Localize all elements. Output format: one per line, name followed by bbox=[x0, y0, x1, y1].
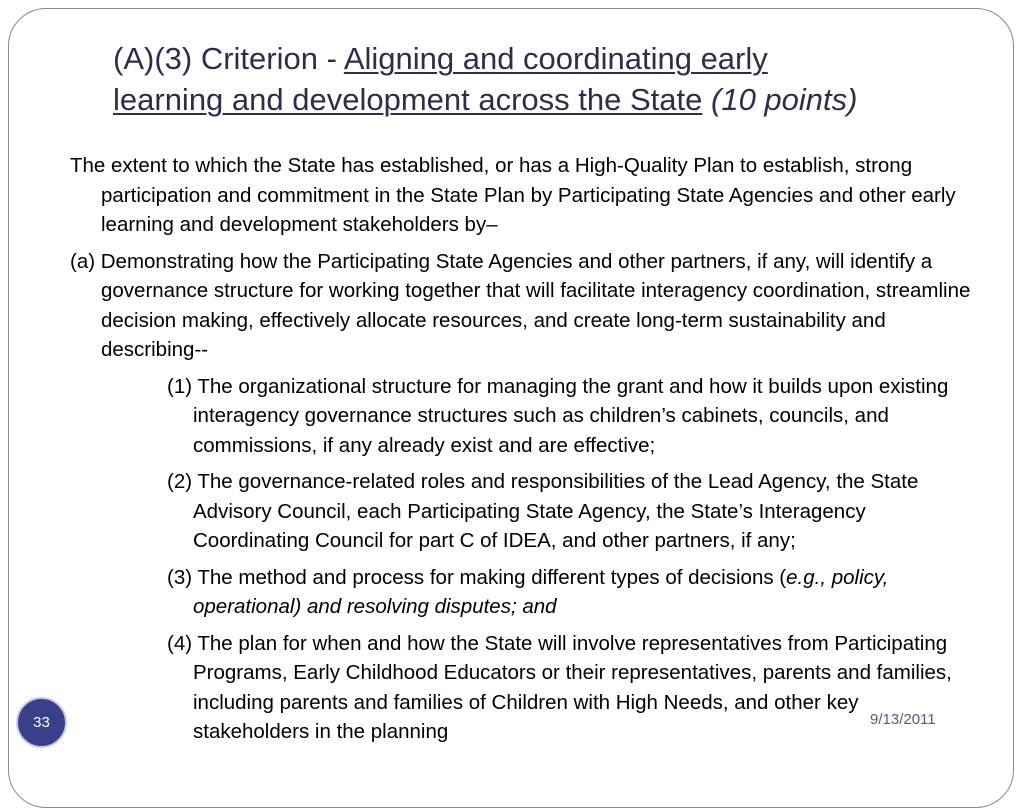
sub-item-2: (2) The governance-related roles and responsibilities of the Lead Agency, the State Advisory Council, each Participating State Agency, the State’s Interagency Coordinating Council for part C of IDEA, and other partners, if any; bbox=[167, 470, 919, 552]
slide-number-badge bbox=[16, 697, 67, 748]
slide-body bbox=[70, 151, 975, 754]
slide-date: 9/13/2011 bbox=[870, 711, 936, 728]
sub-item-4: (4) The plan for when and how the State will involve representatives from Participating Programs, Early Childhood Educators or their representatives, parents and families, including parents and families of Children with High Needs, and other key stakeholders in the planning bbox=[167, 631, 952, 743]
title-underlined-line2: learning and development across the State bbox=[113, 82, 703, 117]
sub-item-3-text: (3) The method and process for making different types of decisions ( bbox=[167, 565, 787, 589]
sub-item-3-italic: e.g., policy, operational) and resolving disputes; and bbox=[193, 565, 889, 618]
title-points: (10 points) bbox=[711, 82, 858, 117]
intro-paragraph: The extent to which the State has established, or has a High-Quality Plan to establish, strong participation and commitment in the State Plan by Participating State Agencies and other early learning and development stakeholders by– bbox=[70, 154, 956, 236]
slide-title bbox=[113, 38, 973, 120]
slide-number: 33 bbox=[33, 714, 50, 731]
title-prefix: (A)(3) Criterion - bbox=[113, 41, 344, 76]
sub-item-3 bbox=[167, 563, 975, 622]
sub-item-1: (1) The organizational structure for managing the grant and how it builds upon existing interagency governance structures such as children’s cabinets, councils, and commissions, if any already exist and are effective; bbox=[167, 374, 949, 457]
title-underlined-line1: Aligning and coordinating early bbox=[343, 41, 768, 76]
item-a-paragraph: (a) Demonstrating how the Participating State Agencies and other partners, if any, will identify a governance structure for working together that will facilitate interagency coordination, streamline decision making, effectively allocate resources, and create long-term sustainability and describing-- bbox=[70, 249, 971, 361]
